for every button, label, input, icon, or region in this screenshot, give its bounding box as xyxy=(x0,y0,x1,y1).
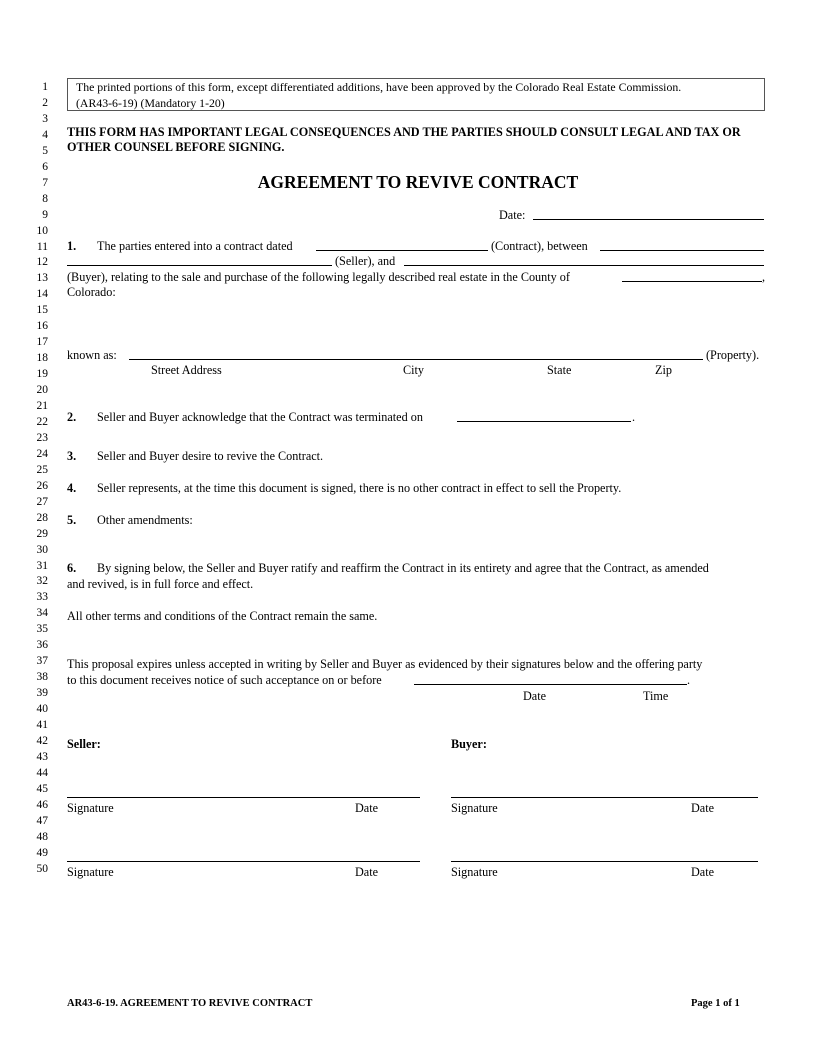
section-3-number: 3. xyxy=(67,449,77,463)
buyer-date-label-1: Date xyxy=(691,801,715,815)
line-number: 36 xyxy=(36,639,48,652)
line-number: 33 xyxy=(36,591,48,604)
line-number: 2 xyxy=(42,96,48,109)
buyer-signature-label-2: Signature xyxy=(451,865,498,879)
section-1-comma: , xyxy=(762,270,766,284)
section-2-text: Seller and Buyer acknowledge that the Contract was terminated on xyxy=(97,410,423,424)
line-number: 12 xyxy=(36,256,48,269)
street-address-label: Street Address xyxy=(151,363,222,377)
line-number: 16 xyxy=(36,320,48,333)
section-6-line-1: By signing below, the Seller and Buyer ratify and reaffirm the Contract in its entirety and agree that the Contract, as amended xyxy=(97,561,709,575)
line-number: 48 xyxy=(36,830,48,843)
line-number: 8 xyxy=(42,192,48,205)
buyer-signature-line-1[interactable] xyxy=(451,797,758,798)
approval-notice: The printed portions of this form, except differentiated additions, have been approved by the Colorado Real Estate Commission. xyxy=(76,80,682,94)
line-number: 26 xyxy=(36,479,48,492)
line-number: 13 xyxy=(36,272,48,285)
line-number: 19 xyxy=(36,368,48,381)
line-number: 28 xyxy=(36,511,48,524)
line-number: 9 xyxy=(42,208,48,221)
seller-signature-label-1: Signature xyxy=(67,801,114,815)
line-number: 7 xyxy=(42,176,48,189)
line-number: 23 xyxy=(36,431,48,444)
seller-date-label-1: Date xyxy=(355,801,379,815)
line-number: 35 xyxy=(36,623,48,636)
section-1-text-a: The parties entered into a contract dated xyxy=(97,239,293,253)
line-number: 30 xyxy=(36,543,48,556)
line-number: 37 xyxy=(36,655,48,668)
line-number: 14 xyxy=(36,288,48,301)
section-2-end: . xyxy=(632,410,636,424)
line-number: 18 xyxy=(36,352,48,365)
date-field[interactable] xyxy=(533,219,764,220)
county-field[interactable] xyxy=(622,281,762,282)
line-number: 1 xyxy=(42,81,48,93)
legal-warning-line-1: THIS FORM HAS IMPORTANT LEGAL CONSEQUENCES AND THE PARTIES SHOULD CONSULT LEGAL AND TAX OR xyxy=(67,125,741,139)
seller-date-label-2: Date xyxy=(355,865,379,879)
line-number: 4 xyxy=(42,128,48,141)
footer-page-number: Page 1 of 1 xyxy=(691,998,740,1009)
section-1-text-d: (Buyer), relating to the sale and purchase of the following legally described real estate in the County of xyxy=(67,270,570,284)
line-number: 5 xyxy=(42,144,48,157)
seller-signature-line-2[interactable] xyxy=(67,861,420,862)
line-number: 25 xyxy=(36,463,48,476)
section-3-text: Seller and Buyer desire to revive the Contract. xyxy=(97,449,324,463)
line-number: 21 xyxy=(36,400,48,412)
section-5-number: 5. xyxy=(67,513,77,527)
buyer-signature-label-1: Signature xyxy=(451,801,498,815)
section-1-text-c: (Seller), and xyxy=(335,254,396,268)
city-label: City xyxy=(403,363,424,377)
document-title: AGREEMENT TO REVIVE CONTRACT xyxy=(257,172,579,192)
line-number: 29 xyxy=(36,527,48,540)
line-number: 45 xyxy=(36,782,48,795)
other-terms-text: All other terms and conditions of the Contract remain the same. xyxy=(67,609,378,623)
legal-warning-line-2: OTHER COUNSEL BEFORE SIGNING. xyxy=(67,140,285,154)
seller-signature-label-2: Signature xyxy=(67,865,114,879)
line-number: 6 xyxy=(42,160,48,173)
section-4-number: 4. xyxy=(67,481,77,495)
line-number: 42 xyxy=(36,734,48,747)
proposal-line-2: to this document receives notice of such acceptance on or before xyxy=(67,673,382,687)
expiration-time-label: Time xyxy=(643,689,669,703)
section-1-number: 1. xyxy=(67,239,77,253)
seller-name-field-b[interactable] xyxy=(67,265,332,266)
buyer-date-label-2: Date xyxy=(691,865,715,879)
property-label: (Property). xyxy=(706,348,760,362)
section-6-line-2: and revived, is in full force and effect. xyxy=(67,577,254,591)
termination-date-field[interactable] xyxy=(457,421,631,422)
line-number: 43 xyxy=(36,750,48,763)
line-number: 3 xyxy=(42,112,48,125)
property-address-field[interactable] xyxy=(129,359,703,360)
buyer-signature-line-2[interactable] xyxy=(451,861,758,862)
section-1-text-b: (Contract), between xyxy=(491,239,588,253)
expiration-datetime-field[interactable] xyxy=(414,684,687,685)
approval-notice-box xyxy=(67,78,765,111)
line-number: 38 xyxy=(36,671,48,684)
line-number: 17 xyxy=(36,336,48,349)
section-1-text-e: Colorado: xyxy=(67,285,116,299)
line-number: 39 xyxy=(36,687,48,700)
form-code: (AR43-6-19) (Mandatory 1-20) xyxy=(76,96,225,110)
line-number: 24 xyxy=(36,447,48,460)
date-label: Date: xyxy=(499,208,526,222)
buyer-name-field[interactable] xyxy=(404,265,764,266)
seller-signature-line-1[interactable] xyxy=(67,797,420,798)
line-number: 20 xyxy=(36,384,48,397)
line-number: 32 xyxy=(36,575,48,588)
footer-form-id: AR43-6-19. AGREEMENT TO REVIVE CONTRACT xyxy=(67,998,313,1009)
line-number: 47 xyxy=(36,814,48,827)
line-number: 50 xyxy=(36,862,48,875)
seller-label: Seller: xyxy=(67,737,101,751)
section-2-number: 2. xyxy=(67,410,77,424)
expiration-date-label: Date xyxy=(523,689,547,703)
known-as-label: known as: xyxy=(67,348,117,362)
line-number: 46 xyxy=(36,798,48,811)
line-number: 40 xyxy=(36,703,48,716)
line-number: 10 xyxy=(36,224,48,237)
line-number: 27 xyxy=(36,495,48,508)
state-label: State xyxy=(547,363,572,377)
section-5-text: Other amendments: xyxy=(97,513,193,527)
proposal-line-1: This proposal expires unless accepted in writing by Seller and Buyer as evidenced by their signatures below and the offering party xyxy=(67,657,703,671)
line-number: 15 xyxy=(36,304,48,317)
contract-date-field[interactable] xyxy=(316,250,488,251)
buyer-label: Buyer: xyxy=(451,737,487,751)
line-number: 44 xyxy=(36,766,48,779)
line-number: 41 xyxy=(36,719,48,731)
zip-label: Zip xyxy=(655,363,672,377)
section-6-number: 6. xyxy=(67,561,77,575)
line-number: 34 xyxy=(36,607,48,620)
line-number: 31 xyxy=(36,559,48,572)
line-number: 22 xyxy=(36,415,48,428)
line-number: 49 xyxy=(36,846,48,859)
section-4-text: Seller represents, at the time this document is signed, there is no other contract in effect to sell the Property. xyxy=(97,481,622,495)
seller-name-field-a[interactable] xyxy=(600,250,764,251)
proposal-end: . xyxy=(687,673,691,687)
line-number: 11 xyxy=(36,240,48,253)
